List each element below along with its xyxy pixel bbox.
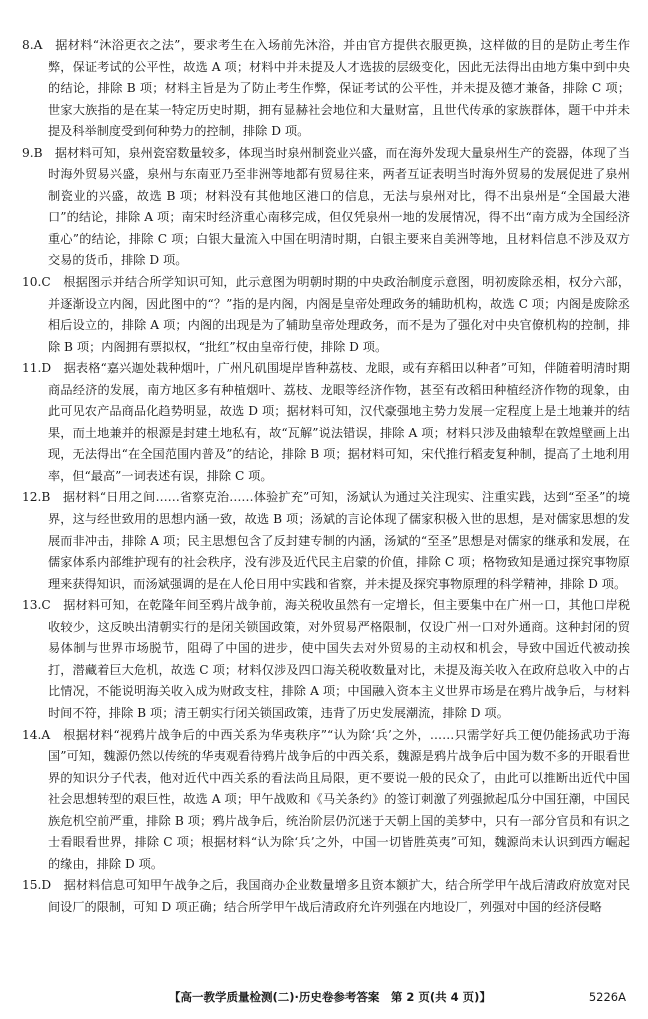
- answer-choice: C: [41, 275, 51, 290]
- answer-choice: B: [33, 145, 43, 160]
- footer-code: 5226A: [588, 990, 626, 1004]
- answer-explanation: 据表格“嘉兴迦处栽种烟叶，广州凡矶围堤岸皆种荔枝、龙眼，或有弃稻田以种者”可知，伴随着明清时期商品经济的发展，南方地区多有种植烟叶、荔枝、龙眼等经济作物，甚至有改稻田种植经济作物的现象，由此可见农产品商品化趋势明显，故选 D 项；据材料可知，汉代豪强地主势力发展一定程度上是土地兼并的结果，而土地兼并的根源是封建土地私有，故“瓦解”说法错误，排除 A 项；材料只涉及曲辕犁在敦煌壁画上出现，无法得出“在全国范围内普及”的结论，排除 B 项；据材料可知，宋代推行稻麦复种制，提高了土地利用率，但“最高”一词表述有误，排除 C 项。: [48, 361, 631, 483]
- answer-choice: D: [41, 361, 52, 376]
- answer-number: 10.: [22, 275, 42, 290]
- answer-number: 8.: [22, 38, 34, 52]
- answer-explanation: 据材料可知，泉州瓷窑数量较多，体现当时泉州制瓷业兴盛，而在海外发现大量泉州生产的瓷器，体现了当时海外贸易兴盛，泉州与东南亚乃至非洲等地都有贸易往来，两者互证表明当时海外贸易的发展促进了泉州制瓷业的兴盛，故选 B 项；材料没有其他地区港口的信息，无法与泉州对比，得不出泉州是“全国最大港口”的结论，排除 A 项；南宋时经济重心南移完成，但仅凭泉州一地的发展情况，得不出“南方成为全国经济重心”的结论，排除 C 项；白银大量流入中国在明清时期，白银主要来自美洲等地，且材料信息不涉及双方交易的货币，排除 D 项。: [48, 145, 631, 268]
- answer-number: 12.: [22, 490, 42, 505]
- answer-choice: A: [33, 38, 43, 52]
- answer-choice: B: [41, 490, 51, 505]
- answer-item: [22, 487, 630, 595]
- answer-number: 14.: [22, 727, 42, 742]
- answer-explanation: 根据图示并结合所学知识可知，此示意图为明朝时期的中央政治制度示意图，明初废除丞相，权分六部，并逐渐设立内阁，因此图中的“？”指的是内阁，内阁是皇帝处理政务的辅助机构，故选 C 项；内阁是废除丞相后设立的，排除 A 项；内阁的出现是为了辅助皇帝处理政务，而不是为了强化对中央官僚机构的控制，排除 B 项；内阁拥有票拟权，“批红”权由皇帝行使，排除 D 项。: [48, 275, 631, 354]
- answer-number: 13.: [22, 598, 42, 613]
- answer-item: [22, 358, 630, 487]
- footer-title: 【高一教学质量检测(二)·历史卷参考答案 第 2 页(共 4 页)】: [169, 990, 491, 1004]
- answer-explanation: 据材料信息可知甲午战争之后，我国商办企业数量增多且资本额扩大，结合所学甲午战后清政府放宽对民间设厂的限制，可知 D 项正确；结合所学甲午战后清政府允许列强在内地设厂，列强对中国的经济侵略: [48, 878, 631, 914]
- answer-choice: D: [41, 878, 52, 893]
- answer-item: [22, 143, 630, 272]
- answer-item: [22, 595, 630, 724]
- answer-choice: A: [41, 727, 51, 742]
- answer-explanation: 据材料“沐浴更衣之法”，要求考生在入场前先沐浴，并由官方提供衣服更换，这样做的目的是防止考生作弊，保证考试的公平性，故选 A 项；材料中并未提及人才选拔的层级变化，因此无法得出由地方集中到中央的结论，排除 B 项；材料主旨是为了防止考生作弊，保证考试的公平性，并未提及德才兼备，排除 C 项；世家大族指的是在某一特定历史时期，拥有显赫社会地位和大量财富，且世代传承的家族群体，题干中并未提及科举制度受到何种势力的控制，排除 D 项。: [48, 38, 630, 139]
- answer-item: [22, 725, 630, 876]
- answer-choice: C: [41, 598, 51, 613]
- answer-item: [22, 35, 630, 143]
- answer-item: [22, 272, 630, 358]
- answer-item: [22, 875, 630, 918]
- answer-list: [22, 35, 630, 918]
- answer-explanation: 根据材料“视鸦片战争后的中西关系为华夷秩序”“认为除‘兵’之外，……只需学好兵工便仍能扬武功于海国”可知，魏源仍然以传统的华夷观看待鸦片战争后的中西关系，魏源是鸦片战争后中国为数不多的开眼看世界的知识分子代表，他对近代中西关系的看法尚且局限，更不要说一般的民众了，由此可以推断出近代中国社会思想转型的艰巨性，故选 A 项；甲午战败和《马关条约》的签订刺激了列强掀起瓜分中国狂潮，中国民族危机空前严重，排除 B 项；鸦片战争后，统治阶层仍沉迷于天朝上国的美梦中，只有一部分官员和有识之士看眼看世界，排除 C 项；根据材料“认为除‘兵’之外，中国一切皆胜英夷”可知，魏源尚未认识到西方崛起的缘由，排除 D 项。: [48, 727, 630, 871]
- answer-explanation: 据材料“日用之间……省察克治……体验扩充”可知，汤斌认为通过关注现实、注重实践，达到“至圣”的境界，这与经世致用的思想内涵一致，故选 B 项；汤斌的言论体现了儒家积极入世的思想，是对儒家思想的发展而非冲击，排除 A 项；民主思想包含了反封建专制的内涵，汤斌的“至圣”思想是对儒家的继承和发展，在儒家体系内部维护现有的社会秩序，没有涉及近代民主启蒙的价值，排除 C 项；格物致知是通过探究事物原理来获得知识，而汤斌强调的是在人伦日用中实践和省察，并未提及探究事物原理的科学精神，排除 D 项。: [48, 490, 631, 591]
- answer-number: 15.: [22, 878, 42, 893]
- page-footer: [0, 987, 648, 1007]
- answer-number: 11.: [22, 361, 42, 376]
- answer-number: 9.: [22, 145, 34, 160]
- answer-explanation: 据材料可知，在乾隆年间至鸦片战争前，海关税收虽然有一定增长，但主要集中在广州一口，其他口岸税收较少，这反映出清朝实行的是闭关锁国政策，对外贸易严格限制，仅设广州一口对外通商。这种封闭的贸易体制与世界市场脱节，阻碍了中国的进步，使中国失去对外贸易的主动权和机会，导致中国近代被动挨打，潜藏着巨大危机，故选 C 项；材料仅涉及四口海关税收数量对比，未提及海关收入在政府总收入中的占比情况，不能说明海关收入成为财政支柱，排除 A 项；中国融入资本主义世界市场是在鸦片战争后，与材料时间不符，排除 B 项；清王朝实行闭关锁国政策，违背了历史发展潮流，排除 D 项。: [48, 598, 631, 720]
